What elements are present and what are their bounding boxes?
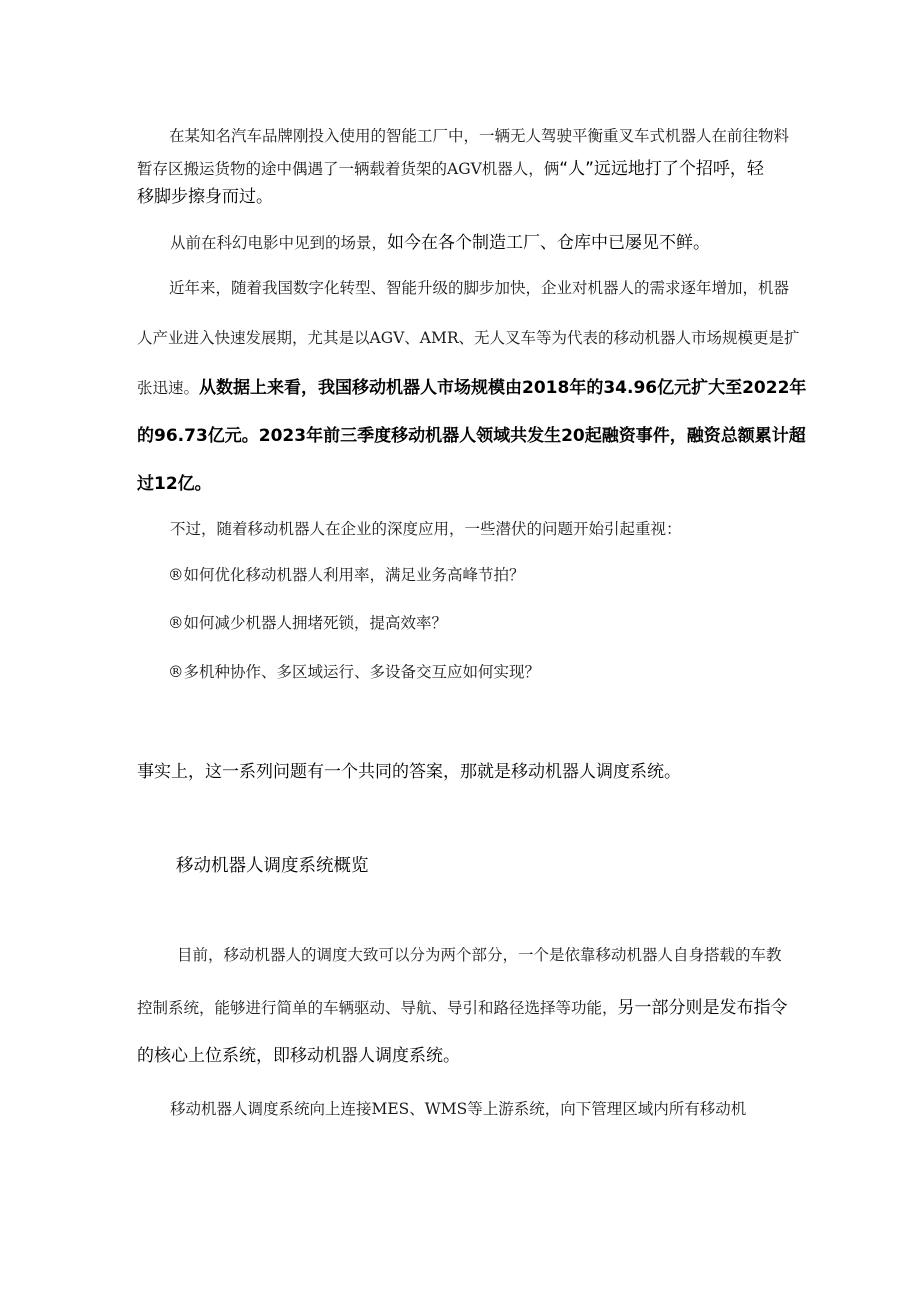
- paragraph-problems-intro: 不过，随着移动机器人在企业的深度应用，一些潜伏的问题开始引起重视：: [170, 520, 682, 538]
- market-line-3-bold: 从数据上来看，我国移动机器人市场规模由2018年的34.96亿元扩大至2022年: [199, 378, 807, 398]
- market-line-5: 过12亿。: [137, 474, 212, 494]
- intro-line-2-text: 暂存区搬运货物的途中偶遇了一辆载着货架的AGV机器人，俩: [137, 160, 560, 178]
- intro-line-3: 移脚步擦身而过。: [137, 187, 273, 207]
- question-item-1: ®如何优化移动机器人利用率，满足业务高峰节拍？: [168, 566, 525, 584]
- dispatch-line-2-sans: 另一部分则是发布指令: [617, 998, 788, 1018]
- market-line-2: 人产业进入快速发展期，尤其是以AGV、AMR、无人叉车等为代表的移动机器人市场规模更是扩: [137, 329, 800, 347]
- intro-line-2: [137, 154, 764, 179]
- market-line-3-text: 张迅速。: [137, 379, 200, 397]
- intro-line-2-quote: “人”远远地打了个招呼，轻: [559, 159, 764, 179]
- market-line-4: 的96.73亿元。2023年前三季度移动机器人领域共发生20起融资事件，融资总额累计超: [137, 426, 806, 446]
- paragraph-scifi: [170, 228, 710, 253]
- market-line-1: 近年来，随着我国数字化转型、智能升级的脚步加快，企业对机器人的需求逐年增加，机器: [169, 279, 790, 297]
- dispatch-line-3: 的核心上位系统，即移动机器人调度系统。: [137, 1046, 460, 1066]
- conclusion-statement: 事实上，这一系列问题有一个共同的答案，那就是移动机器人调度系统。: [137, 762, 681, 782]
- dispatch-line-2-text: 控制系统，能够进行简单的车辆驱动、导航、导引和路径选择等功能，: [137, 999, 618, 1017]
- scifi-text-a: 从前在科幻电影中见到的场景，: [170, 234, 388, 252]
- question-list: [168, 563, 668, 683]
- paragraph-dispatch: [137, 943, 788, 1066]
- market-line-3: [137, 373, 806, 398]
- dispatch-line-1: 目前，移动机器人的调度大致可以分为两个部分，一个是依靠移动机器人自身搭载的车教: [177, 946, 782, 964]
- section-heading: 移动机器人调度系统概览: [176, 856, 369, 876]
- scifi-text-b: 如今在各个制造工厂、仓库中已屡见不鲜。: [387, 233, 711, 253]
- intro-line-1: 在某知名汽车品牌刚投入使用的智能工厂中，一辆无人驾驶平衡重叉车式机器人在前往物料: [169, 127, 790, 145]
- paragraph-upstream: 移动机器人调度系统向上连接MES、WMS等上游系统，向下管理区域内所有移动机: [170, 1100, 747, 1118]
- question-item-2: ®如何减少机器人拥堵死锁，提高效率？: [168, 614, 448, 632]
- paragraph-market: [137, 276, 807, 496]
- paragraph-intro: [137, 124, 790, 207]
- question-item-3: ®多机种协作、多区域运行、多设备交互应如何实现？: [168, 663, 541, 681]
- dispatch-line-2: [137, 993, 788, 1018]
